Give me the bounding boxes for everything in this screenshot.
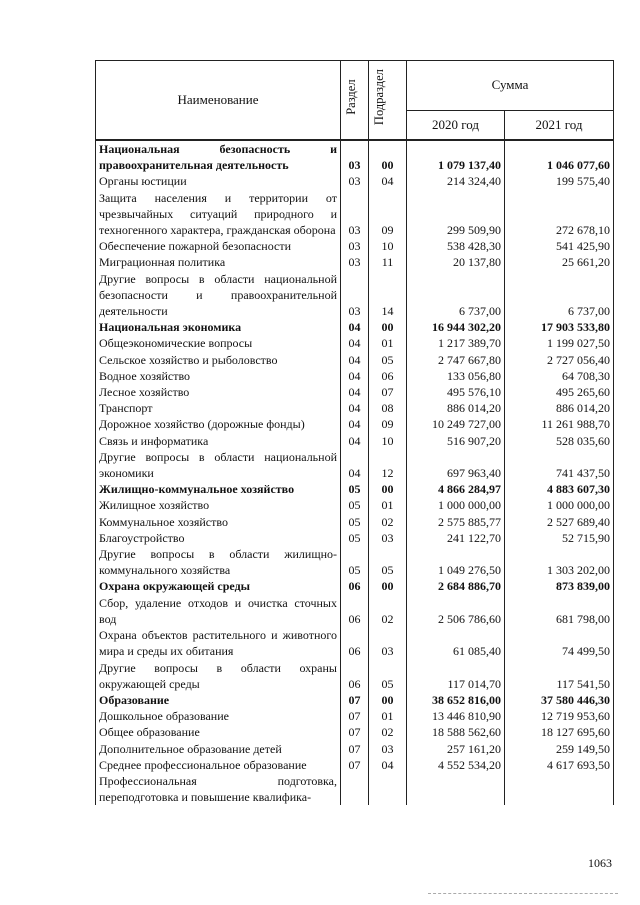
row-subsection-code: 10 <box>369 433 407 449</box>
row-section-code: 05 <box>341 546 369 578</box>
row-sum-2020: 257 161,20 <box>407 741 505 757</box>
table-row <box>96 140 614 173</box>
row-name: Сельское хозяйство и рыболовство <box>96 352 341 368</box>
row-section-code: 04 <box>341 335 369 351</box>
row-name: Профессиональная подготовка, переподготовка и повышение квалифика- <box>96 773 341 805</box>
row-section-code: 05 <box>341 514 369 530</box>
row-subsection-code: 04 <box>369 173 407 189</box>
row-subsection-code: 07 <box>369 384 407 400</box>
table-row <box>96 449 614 481</box>
row-section-code: 04 <box>341 400 369 416</box>
row-sum-2020: 538 428,30 <box>407 238 505 254</box>
row-subsection-code: 09 <box>369 416 407 432</box>
row-subsection-code: 10 <box>369 238 407 254</box>
row-subsection-code: 00 <box>369 481 407 497</box>
row-subsection-code: 03 <box>369 627 407 659</box>
row-name: Благоустройство <box>96 530 341 546</box>
row-sum-2021: 1 303 202,00 <box>505 546 614 578</box>
row-subsection-code: 00 <box>369 578 407 594</box>
table-row <box>96 335 614 351</box>
row-sum-2021: 2 727 056,40 <box>505 352 614 368</box>
table-row <box>96 741 614 757</box>
table-row <box>96 238 614 254</box>
row-subsection-code: 01 <box>369 497 407 513</box>
row-name: Органы юстиции <box>96 173 341 189</box>
row-sum-2021: 74 499,50 <box>505 627 614 659</box>
row-subsection-code <box>369 773 407 805</box>
row-sum-2021: 2 527 689,40 <box>505 514 614 530</box>
row-section-code: 07 <box>341 741 369 757</box>
row-sum-2020: 241 122,70 <box>407 530 505 546</box>
row-name: Дошкольное образование <box>96 708 341 724</box>
row-subsection-code: 02 <box>369 724 407 740</box>
table-body <box>96 140 614 805</box>
row-section-code: 04 <box>341 384 369 400</box>
row-section-code: 04 <box>341 433 369 449</box>
row-sum-2021: 541 425,90 <box>505 238 614 254</box>
row-sum-2021: 873 839,00 <box>505 578 614 594</box>
table-row <box>96 481 614 497</box>
page-number: 1063 <box>588 856 612 870</box>
table-row <box>96 319 614 335</box>
row-sum-2020: 4 552 534,20 <box>407 757 505 773</box>
header-sum: Сумма <box>407 61 614 111</box>
row-sum-2021: 52 715,90 <box>505 530 614 546</box>
table-row <box>96 416 614 432</box>
table-row <box>96 400 614 416</box>
header-year-2020: 2020 год <box>407 111 505 140</box>
table-row <box>96 595 614 627</box>
row-sum-2021: 886 014,20 <box>505 400 614 416</box>
table-row <box>96 254 614 270</box>
row-name: Национальная безопасность и правоохранительная деятельность <box>96 140 341 173</box>
row-subsection-code: 11 <box>369 254 407 270</box>
table-row <box>96 757 614 773</box>
row-name: Общее образование <box>96 724 341 740</box>
row-sum-2021: 6 737,00 <box>505 271 614 320</box>
row-section-code: 07 <box>341 757 369 773</box>
row-name: Другие вопросы в области национальной безопасности и правоохранительной деятельности <box>96 271 341 320</box>
row-sum-2021: 741 437,50 <box>505 449 614 481</box>
row-subsection-code: 03 <box>369 530 407 546</box>
row-section-code: 07 <box>341 724 369 740</box>
row-sum-2021: 64 708,30 <box>505 368 614 384</box>
row-name: Обеспечение пожарной безопасности <box>96 238 341 254</box>
row-subsection-code: 08 <box>369 400 407 416</box>
header-name: Наименование <box>96 61 341 141</box>
row-name: Дополнительное образование детей <box>96 741 341 757</box>
row-name: Охрана объектов растительного и животного мира и среды их обитания <box>96 627 341 659</box>
row-sum-2020: 61 085,40 <box>407 627 505 659</box>
row-sum-2020: 16 944 302,20 <box>407 319 505 335</box>
row-sum-2020: 697 963,40 <box>407 449 505 481</box>
row-subsection-code: 02 <box>369 514 407 530</box>
row-name: Дорожное хозяйство (дорожные фонды) <box>96 416 341 432</box>
table-row <box>96 546 614 578</box>
row-sum-2021: 681 798,00 <box>505 595 614 627</box>
row-sum-2021: 11 261 988,70 <box>505 416 614 432</box>
row-subsection-code: 00 <box>369 692 407 708</box>
table-row <box>96 578 614 594</box>
table-row <box>96 173 614 189</box>
row-sum-2020: 2 684 886,70 <box>407 578 505 594</box>
row-sum-2020: 117 014,70 <box>407 660 505 692</box>
row-sum-2020: 495 576,10 <box>407 384 505 400</box>
row-section-code: 07 <box>341 708 369 724</box>
row-subsection-code: 05 <box>369 660 407 692</box>
header-subsection: Подраздел <box>369 61 407 141</box>
row-subsection-code: 01 <box>369 335 407 351</box>
row-name: Миграционная политика <box>96 254 341 270</box>
row-sum-2021: 272 678,10 <box>505 190 614 239</box>
row-name: Охрана окружающей среды <box>96 578 341 594</box>
row-section-code: 04 <box>341 416 369 432</box>
row-sum-2021: 18 127 695,60 <box>505 724 614 740</box>
row-subsection-code: 00 <box>369 319 407 335</box>
row-subsection-code: 06 <box>369 368 407 384</box>
row-name: Среднее профессиональное образование <box>96 757 341 773</box>
row-sum-2020: 38 652 816,00 <box>407 692 505 708</box>
row-subsection-code: 00 <box>369 140 407 173</box>
row-name: Связь и информатика <box>96 433 341 449</box>
row-name: Образование <box>96 692 341 708</box>
row-section-code: 03 <box>341 271 369 320</box>
row-section-code: 04 <box>341 319 369 335</box>
row-section-code: 04 <box>341 352 369 368</box>
row-sum-2021: 25 661,20 <box>505 254 614 270</box>
row-sum-2021: 199 575,40 <box>505 173 614 189</box>
row-name: Жилищно-коммунальное хозяйство <box>96 481 341 497</box>
row-section-code: 06 <box>341 627 369 659</box>
row-section-code: 03 <box>341 254 369 270</box>
row-name: Национальная экономика <box>96 319 341 335</box>
row-section-code: 05 <box>341 497 369 513</box>
row-section-code: 06 <box>341 595 369 627</box>
row-section-code <box>341 773 369 805</box>
row-subsection-code: 03 <box>369 741 407 757</box>
row-sum-2021: 259 149,50 <box>505 741 614 757</box>
row-section-code: 04 <box>341 368 369 384</box>
row-sum-2020: 10 249 727,00 <box>407 416 505 432</box>
row-sum-2021: 37 580 446,30 <box>505 692 614 708</box>
row-name: Лесное хозяйство <box>96 384 341 400</box>
row-subsection-code: 02 <box>369 595 407 627</box>
row-section-code: 07 <box>341 692 369 708</box>
table-row <box>96 530 614 546</box>
row-name: Коммунальное хозяйство <box>96 514 341 530</box>
row-sum-2020: 4 866 284,97 <box>407 481 505 497</box>
row-sum-2020 <box>407 773 505 805</box>
row-sum-2021: 1 046 077,60 <box>505 140 614 173</box>
row-name: Общеэкономические вопросы <box>96 335 341 351</box>
table-row <box>96 514 614 530</box>
row-name: Сбор, удаление отходов и очистка сточных вод <box>96 595 341 627</box>
table-row <box>96 773 614 805</box>
row-sum-2021 <box>505 773 614 805</box>
header-year-2021: 2021 год <box>505 111 614 140</box>
table-row <box>96 190 614 239</box>
table-row <box>96 660 614 692</box>
row-sum-2020: 299 509,90 <box>407 190 505 239</box>
table-row <box>96 497 614 513</box>
row-sum-2020: 1 217 389,70 <box>407 335 505 351</box>
row-sum-2020: 516 907,20 <box>407 433 505 449</box>
table-row <box>96 271 614 320</box>
row-sum-2021: 4 883 607,30 <box>505 481 614 497</box>
row-section-code: 05 <box>341 481 369 497</box>
row-section-code: 03 <box>341 140 369 173</box>
row-sum-2020: 886 014,20 <box>407 400 505 416</box>
row-sum-2020: 1 079 137,40 <box>407 140 505 173</box>
row-sum-2021: 4 617 693,50 <box>505 757 614 773</box>
row-section-code: 06 <box>341 660 369 692</box>
row-sum-2021: 1 000 000,00 <box>505 497 614 513</box>
row-name: Защита населения и территории от чрезвычайных ситуаций природного и техногенного характера, гражданская оборона <box>96 190 341 239</box>
table-row <box>96 708 614 724</box>
row-sum-2021: 12 719 953,60 <box>505 708 614 724</box>
table-row <box>96 368 614 384</box>
row-name: Другие вопросы в области национальной экономики <box>96 449 341 481</box>
row-subsection-code: 05 <box>369 352 407 368</box>
row-sum-2020: 13 446 810,90 <box>407 708 505 724</box>
row-name: Другие вопросы в области охраны окружающей среды <box>96 660 341 692</box>
row-sum-2020: 1 049 276,50 <box>407 546 505 578</box>
row-sum-2020: 18 588 562,60 <box>407 724 505 740</box>
row-subsection-code: 12 <box>369 449 407 481</box>
row-section-code: 05 <box>341 530 369 546</box>
row-sum-2020: 2 506 786,60 <box>407 595 505 627</box>
row-section-code: 03 <box>341 173 369 189</box>
table-row <box>96 627 614 659</box>
table-row <box>96 384 614 400</box>
row-name: Транспорт <box>96 400 341 416</box>
footer-rule <box>428 893 618 894</box>
row-sum-2020: 6 737,00 <box>407 271 505 320</box>
row-sum-2021: 1 199 027,50 <box>505 335 614 351</box>
row-section-code: 04 <box>341 449 369 481</box>
row-name: Водное хозяйство <box>96 368 341 384</box>
row-subsection-code: 09 <box>369 190 407 239</box>
row-sum-2020: 2 747 667,80 <box>407 352 505 368</box>
budget-table <box>95 60 614 805</box>
row-sum-2021: 495 265,60 <box>505 384 614 400</box>
table-row <box>96 692 614 708</box>
table-row <box>96 433 614 449</box>
header-section: Раздел <box>341 61 369 141</box>
row-sum-2020: 214 324,40 <box>407 173 505 189</box>
row-sum-2020: 1 000 000,00 <box>407 497 505 513</box>
row-sum-2021: 528 035,60 <box>505 433 614 449</box>
row-subsection-code: 01 <box>369 708 407 724</box>
table-row <box>96 352 614 368</box>
row-sum-2021: 17 903 533,80 <box>505 319 614 335</box>
row-sum-2020: 20 137,80 <box>407 254 505 270</box>
row-name: Другие вопросы в области жилищно-коммунального хозяйства <box>96 546 341 578</box>
row-section-code: 03 <box>341 190 369 239</box>
row-subsection-code: 14 <box>369 271 407 320</box>
row-name: Жилищное хозяйство <box>96 497 341 513</box>
row-sum-2020: 133 056,80 <box>407 368 505 384</box>
row-sum-2021: 117 541,50 <box>505 660 614 692</box>
row-subsection-code: 04 <box>369 757 407 773</box>
table-row <box>96 724 614 740</box>
row-subsection-code: 05 <box>369 546 407 578</box>
row-section-code: 03 <box>341 238 369 254</box>
row-section-code: 06 <box>341 578 369 594</box>
row-sum-2020: 2 575 885,77 <box>407 514 505 530</box>
